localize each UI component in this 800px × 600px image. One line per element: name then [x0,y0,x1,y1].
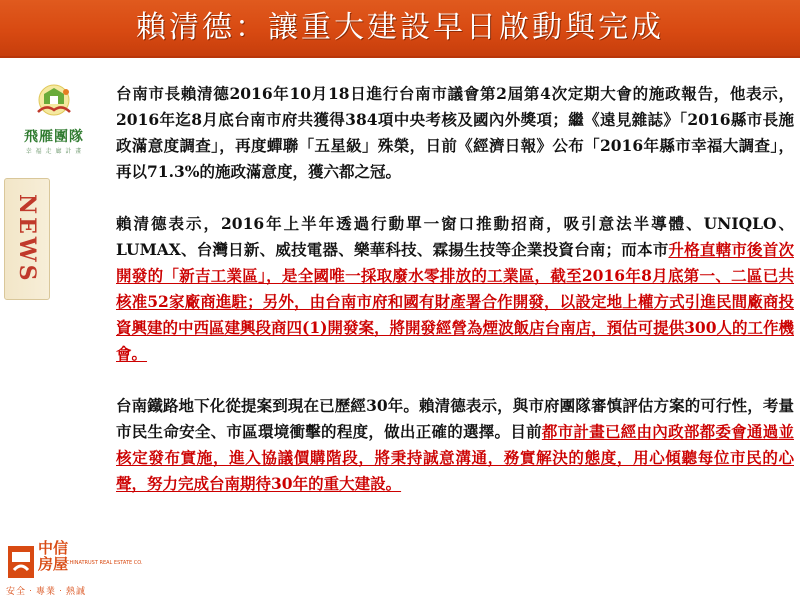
chinatrust-slogan: 安全‧專業‧熱誠 [6,587,87,597]
paragraph-3 [116,393,794,497]
chinatrust-logo [4,539,143,598]
chinatrust-english-name: CHINATRUST REAL ESTATE CO. [66,560,143,566]
feiyan-team-subtitle: 幸 福 走 廊 計 畫 [25,148,83,155]
paragraph-1-text: 台南市長賴清德2016年10月18日進行台南市議會第2屆第4次定期大會的施政報告，他表示，2016年迄8月底台南市府共獲得384項中央考核及國內外獎項；繼《遠見雜誌》「2016縣市長施政滿意度調查」，再度蟬聯「五星級」殊榮，日前《經濟日報》公布「2016年縣市幸福大調查」，再以71.3%的施政滿意度，獲六都之冠。 [116,84,794,181]
chinatrust-logo-icon [6,544,36,580]
feiyan-logo-icon [30,82,78,124]
paragraph-2-text: 賴清德表示，2016年上半年透過行動單一窗口推動招商，吸引意法半導體、UNIQLO、LUMAX、台灣日新、威技電器、樂華科技、霖揚生技等企業投資台南；而本市 [116,214,794,259]
article-body [116,81,794,523]
feiyan-team-name: 飛雁團隊 [24,129,84,145]
news-label: NEWS [14,194,40,284]
paragraph-1 [116,81,794,185]
feiyan-team-logo [6,82,102,162]
page-title: 賴清德：讓重大建設早日啟動與完成 [136,10,664,45]
paragraph-3-highlight: 都市計畫已經由內政部都委會通過並核定發布實施，進入協議價購階段，將秉持誠意溝通，務實解決的態度，用心傾聽每位市民的心聲，努力完成台南期待30年的重大建設。 [116,422,794,493]
paragraph-3-text: 台南鐵路地下化從提案到現在已歷經30年。賴清德表示，與市府團隊審慎評估方案的可行性，考量市民生命安全、市區環境衝擊的程度，做出正確的選擇。目前 [116,396,794,441]
title-bar [0,0,800,58]
news-tab [4,178,50,300]
left-sidebar [0,58,143,600]
chinatrust-name: 中信房屋 [38,539,69,573]
paragraph-2 [116,211,794,367]
paragraph-2-highlight: 升格直轄市後首次開發的「新吉工業區」，是全國唯一採取廢水零排放的工業區，截至2016年8月底第一、二區已共核准52家廠商進駐；另外，由台南市府和國有財產署合作開發，以設定地上權方式引進民間廠商投資興建的中西區建興段商四(1)開發案，將開發經營為煙波飯店台南店，預估可提供300人的工作機會。 [116,240,794,363]
